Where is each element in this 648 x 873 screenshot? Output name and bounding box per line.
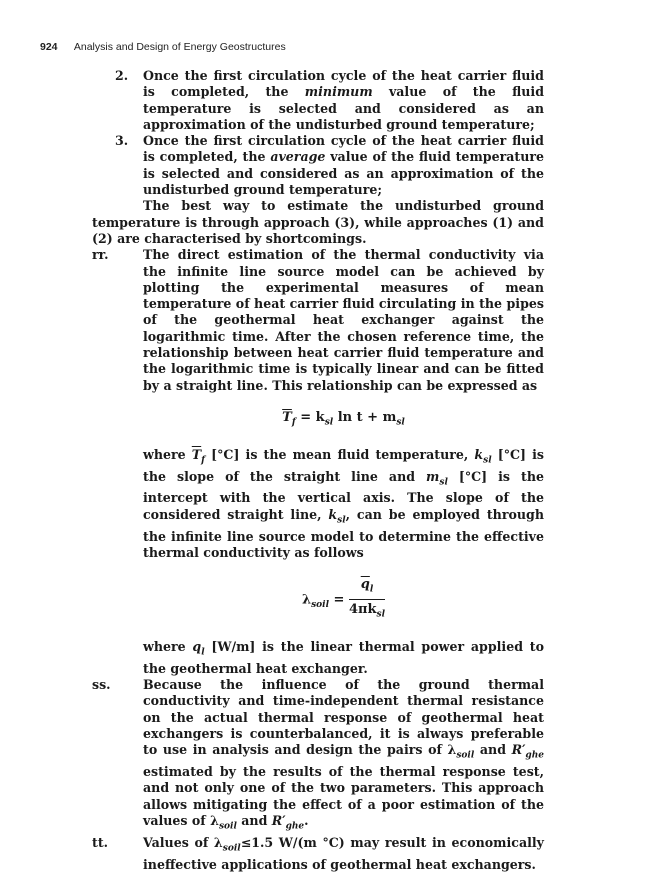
equation-conductivity: $\lambda_{soil}$ = $\frac{\overline{q}_l}{4\pi k_{sl}}$ (143, 577, 544, 623)
running-title: Analysis and Design of Energy Geostructures (73, 41, 286, 53)
list-item-rr: rr. The direct estimation of the thermal conductivity via the infinite line source model can be achieved by plotting the experimental measures of mean temperature of heat carrier fluid circulating in the pipes of the geothermal heat exchanger against the logarithmic time. After the chosen reference time, the relationship between heat carrier fluid temperature and the logarithmic time is typically linear and can be fitted by a straight line. This relationship can be expressed as (92, 247, 544, 393)
best-way-paragraph: The best way to estimate the undisturbed ground temperature is through approach (3), while approaches (1) and (2) are characterised by shortcomings. (92, 198, 544, 246)
page-number: 924 (40, 41, 58, 53)
running-header (40, 41, 286, 53)
list-item-3: 3. Once the first circulation cycle of the heat carrier fluid is completed, the average value of the fluid temperature is selected and considered as an approximation of the undisturbed ground temperature; (115, 133, 544, 198)
where-paragraph-2: where $q_l$ [W/m] is the linear thermal power applied to the geothermal heat exchanger. (143, 638, 545, 676)
fraction: $\frac{\overline{q}_l}{4\pi k_{sl}}$ (348, 577, 386, 620)
list-item-tt: tt. Values of $\lambda_{soil}\le 1.5$ W/(m °C) may result in economically ineffective applications of geothermal heat exchangers. (92, 834, 544, 872)
where-paragraph-1: where $\overline{T}_f$ [°C] is the mean fluid temperature, $k_{sl}$ [°C] is the slope of the straight line and $m_{sl}$ [°C] is the intercept with the vertical axis. The slope of the considered straight line, $k_{sl}$, can be employed through the infinite line source model to determine the effective thermal conductivity as follows (143, 446, 544, 560)
list-item-2: 2. Once the first circulation cycle of the heat carrier fluid is completed, the minimum value of the fluid temperature is selected and considered as an approximation of the undisturbed ground temperature; (115, 68, 545, 132)
page-body (92, 68, 544, 873)
equation-linear-fit: $\overline{T}_f = k_{sl}$ $\ln t + m_{sl}$ (282, 409, 405, 428)
list-item-ss: ss. Because the influence of the ground thermal conductivity and time-independent thermal resistance on the actual thermal response of geothermal heat exchangers is counterbalanced, it is always preferable to use in analysis and design the pairs of $\lambda_{soil}$ and $R'_{ghe}$ estimated by the results of the thermal response test, and not only one of the two parameters. This approach allows mitigating the effect of a poor estimation of the values of $\lambda_{soil}$ and $R'_{ghe}$. (92, 677, 544, 832)
